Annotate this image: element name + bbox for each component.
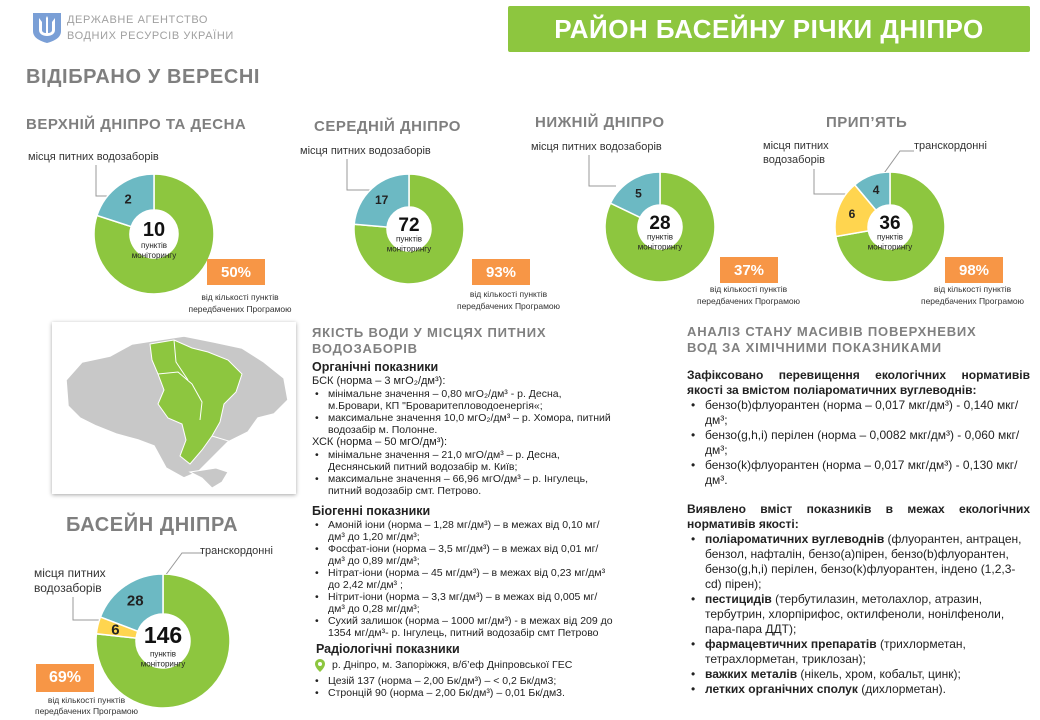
list-item bbox=[687, 667, 1030, 682]
list-item: • Стронцій 90 (норма – 2,00 Бк/дм³) – 0,01 Бк/дм3. bbox=[312, 687, 614, 699]
label-drinking-lower: місця питних водозаборів bbox=[531, 141, 662, 153]
list-item bbox=[687, 532, 1030, 592]
donut-segment-label: 28 bbox=[126, 592, 144, 610]
label-transboundary-prypiat: транскордонні bbox=[914, 140, 987, 152]
donut-total-label: 72 bbox=[398, 215, 420, 236]
within-item-bold: важких металів bbox=[705, 667, 798, 681]
biogenic-list bbox=[312, 519, 614, 639]
quality-block bbox=[312, 360, 614, 699]
quality-title-line2: ВОДОЗАБОРІВ bbox=[312, 341, 418, 356]
label-drinking-basin bbox=[34, 566, 106, 596]
donut-chart-upper-dnipro bbox=[94, 174, 214, 294]
agency-name-line2: ВОДНИХ РЕСУРСІВ УКРАЇНИ bbox=[67, 30, 234, 42]
chart-title-middle-dnipro: СЕРЕДНІЙ ДНІПРО bbox=[314, 118, 461, 135]
pct-caption-line1: від кількості пунктів bbox=[709, 284, 788, 294]
donut-center-caption: моніторингу bbox=[867, 242, 913, 252]
donut-total-label: 36 bbox=[879, 213, 901, 234]
label-drinking-line2: водозаборів bbox=[34, 581, 102, 595]
list-item: • Нітрит-іони (норма – 3,3 мг/дм³) – в межах від 0,005 мг/дм³ до 0,28 мг/дм³; bbox=[312, 591, 614, 615]
agency-name-line1: ДЕРЖАВНЕ АГЕНТСТВО bbox=[67, 14, 209, 26]
radio-list bbox=[312, 675, 614, 699]
label-drinking-prypiat bbox=[763, 139, 829, 167]
list-item bbox=[687, 682, 1030, 697]
pct-caption-lower bbox=[686, 283, 811, 307]
pct-caption-line1: від кількості пунктів bbox=[933, 284, 1012, 294]
within-item-text: (дихлорметан). bbox=[857, 682, 946, 696]
exceed-list bbox=[687, 398, 1030, 488]
label-drinking-line2: водозаборів bbox=[763, 154, 825, 166]
pct-caption-upper bbox=[180, 291, 300, 315]
donut-segment-label: 2 bbox=[124, 191, 132, 207]
pct-caption-line2: передбачених Програмою bbox=[34, 706, 139, 716]
pct-caption-basin bbox=[24, 695, 149, 717]
hsk-heading: ХСК (норма – 50 мгО/дм³): bbox=[312, 436, 448, 448]
percent-badge-middle: 93% bbox=[472, 259, 530, 285]
analysis-block bbox=[687, 368, 1030, 697]
trident-logo-icon bbox=[30, 10, 64, 44]
title-banner bbox=[508, 6, 1030, 52]
pct-caption-line1: від кількості пунктів bbox=[469, 289, 548, 299]
donut-chart-lower-dnipro bbox=[605, 172, 715, 282]
list-item: • Цезій 137 (норма – 2,00 Бк/дм³) – < 0,2 Бк/дм3; bbox=[312, 675, 614, 687]
list-item: • бензо(k)флуорантен (норма – 0,017 мкг/дм³) - 0,130 мкг/дм³. bbox=[687, 458, 1030, 488]
organic-heading: Органічні показники bbox=[312, 360, 439, 374]
within-list bbox=[687, 532, 1030, 697]
pct-caption-line2: передбачених Програмою bbox=[696, 296, 801, 306]
chart-title-basin: БАСЕЙН ДНІПРА bbox=[66, 514, 239, 536]
donut-center-caption: пунктів bbox=[646, 232, 674, 242]
donut-segment-label: 4 bbox=[872, 182, 880, 197]
biogenic-heading: Біогенні показники bbox=[312, 504, 431, 518]
ukraine-map bbox=[52, 322, 296, 494]
list-item: • бензо(g,h,i) перілен (норма – 0,0082 мкг/дм³) - 0,060 мкг/дм³; bbox=[687, 428, 1030, 458]
pct-caption-line2: передбачених Програмою bbox=[920, 296, 1025, 306]
donut-total-label: 146 bbox=[143, 622, 183, 648]
chart-title-lower-dnipro: НИЖНІЙ ДНІПРО bbox=[535, 114, 665, 131]
percent-badge-lower: 37% bbox=[720, 257, 778, 283]
label-drinking-upper: місця питних водозаборів bbox=[28, 151, 159, 163]
list-item bbox=[687, 637, 1030, 667]
radio-location-text: р. Дніпро, м. Запоріжжя, в/б’еф Дніпровської ГЕС bbox=[332, 659, 573, 671]
donut-chart-basin bbox=[96, 574, 230, 708]
quality-title-line1: ЯКІСТЬ ВОДИ У МІСЦЯХ ПИТНИХ bbox=[312, 325, 547, 340]
list-item: • Сухий залишок (норма – 1000 мг/дм³) - в межах від 209 до 1354 мг/дм³- р. Інгулець, питний водозабір смт Петрово bbox=[312, 615, 614, 639]
bsk-list bbox=[312, 388, 614, 436]
donut-segment-label: 6 bbox=[848, 207, 856, 222]
chart-title-upper-dnipro: ВЕРХНІЙ ДНІПРО ТА ДЕСНА bbox=[26, 116, 247, 133]
within-item-text: (трихлорметан, тетрахлорметан, триклозан); bbox=[705, 637, 966, 666]
within-item-text: (флуорантен, антрацен, бензол, нафталін, бензо(а)пірен, бензо(b)флуорантен, бензо(g,h,i) перілен, бензо(k)флуорантен, індено (1,2,3-cd) пірен); bbox=[705, 532, 1022, 591]
donut-center-caption: пунктів bbox=[149, 649, 177, 659]
label-drinking-line1: місця питних bbox=[34, 566, 106, 580]
donut-center-caption: моніторингу bbox=[637, 242, 683, 252]
list-item: • Амоній іони (норма – 1,28 мг/дм³) – в межах від 0,10 мг/дм³ до 1,20 мг/дм³; bbox=[312, 519, 614, 543]
within-item-text: (тербутилазин, метолахлор, атразин, тербутрин, хлорпірифос, октилфеноли, нонілфеноли, пара-пара ДДТ); bbox=[705, 592, 1005, 636]
list-item: • бензо(b)флуорантен (норма – 0,017 мкг/дм³) - 0,140 мкг/дм³; bbox=[687, 398, 1030, 428]
donut-center-caption: моніторингу bbox=[140, 659, 186, 669]
analysis-title-line1: АНАЛІЗ СТАНУ МАСИВІВ ПОВЕРХНЕВИХ bbox=[687, 324, 977, 339]
percent-badge-prypiat: 98% bbox=[945, 257, 1003, 283]
hsk-list bbox=[312, 449, 614, 497]
within-intro: Виявлено вміст показників в межах екологічних нормативів якості: bbox=[687, 502, 1030, 531]
donut-total-label: 28 bbox=[649, 213, 671, 234]
donut-center-caption: моніторингу bbox=[386, 244, 432, 254]
percent-badge-basin: 69% bbox=[36, 664, 94, 692]
list-item: • Нітрат-іони (норма – 45 мг/дм³) – в межах від 0,23 мг/дм³ до 2,42 мг/дм³ ; bbox=[312, 567, 614, 591]
list-item: • максимальне значення – 66,96 мгО/дм³ – р. Інгулець, питний водозабір смт. Петрово. bbox=[312, 473, 614, 497]
list-item: • Фосфат-іони (норма – 3,5 мг/дм³) – в межах від 0,01 мг/дм³ до 0,89 мг/дм³; bbox=[312, 543, 614, 567]
donut-center-caption: пунктів bbox=[876, 232, 904, 242]
pct-caption-middle bbox=[446, 288, 571, 312]
bsk-heading: БСК (норма – 3 мгО₂/дм³): bbox=[312, 375, 446, 387]
donut-segment-label: 6 bbox=[111, 621, 120, 639]
ukraine-map-icon bbox=[52, 322, 296, 494]
pct-caption-line2: передбачених Програмою bbox=[456, 301, 561, 311]
chart-title-prypiat: ПРИП’ЯТЬ bbox=[826, 114, 908, 131]
donut-segment-label: 17 bbox=[374, 193, 389, 208]
percent-badge-upper: 50% bbox=[207, 259, 265, 285]
donut-center-caption: моніторингу bbox=[131, 250, 177, 260]
location-pin-icon bbox=[315, 659, 325, 672]
donut-center-caption: пунктів bbox=[140, 240, 168, 250]
list-item: • мінімальне значення – 21,0 мгО/дм³ – р. Десна, Деснянський питний водозабір м. Київ; bbox=[312, 449, 614, 473]
list-item: • максимальне значення 10,0 мгО₂/дм³ – р. Хомора, питний водозабір м. Полонне. bbox=[312, 412, 614, 436]
within-item-bold: фармацевтичних препаратів bbox=[705, 637, 877, 651]
pct-caption-line1: від кількості пунктів bbox=[47, 695, 126, 705]
donut-segment-label: 5 bbox=[635, 186, 642, 201]
within-item-bold: пестицидів bbox=[705, 592, 772, 606]
label-drinking-middle: місця питних водозаборів bbox=[300, 145, 431, 157]
analysis-section-title bbox=[687, 324, 1007, 356]
within-item-bold: летких органічних сполук bbox=[705, 682, 858, 696]
pct-caption-prypiat bbox=[910, 283, 1035, 307]
within-item-text: (нікель, хром, кобальт, цинк); bbox=[797, 667, 961, 681]
quality-section-title bbox=[312, 325, 612, 357]
donut-total-label: 10 bbox=[142, 219, 166, 241]
donut-center-caption: пунктів bbox=[395, 234, 423, 244]
page-title: РАЙОН БАСЕЙНУ РІЧКИ ДНІПРО bbox=[554, 13, 984, 44]
selected-heading: ВІДІБРАНО У ВЕРЕСНІ bbox=[26, 66, 261, 88]
radio-heading: Радіологічні показники bbox=[316, 642, 460, 656]
list-item bbox=[687, 592, 1030, 637]
pct-caption-line1: від кількості пунктів bbox=[201, 292, 279, 302]
radio-location bbox=[312, 659, 614, 671]
pct-caption-line2: передбачених Програмою bbox=[188, 304, 292, 314]
exceed-intro: Зафіксовано перевищення екологічних нормативів якості за вмістом поліароматичних вуглеводнів: bbox=[687, 368, 1030, 397]
donut-chart-middle-dnipro bbox=[354, 174, 464, 284]
label-drinking-line1: місця питних bbox=[763, 140, 829, 152]
agency-name bbox=[67, 12, 267, 44]
label-transboundary-basin: транскордонні bbox=[200, 545, 273, 557]
within-item-bold: поліароматичних вуглеводнів bbox=[705, 532, 885, 546]
analysis-title-line2: ВОД ЗА ХІМІЧНИМИ ПОКАЗНИКАМИ bbox=[687, 340, 942, 355]
list-item: • мінімальне значення – 0,80 мгО₂/дм³ - р. Десна, м.Бровари, КП "Броваритепловодоенергія«; bbox=[312, 388, 614, 412]
donut-chart-prypiat bbox=[835, 172, 945, 282]
